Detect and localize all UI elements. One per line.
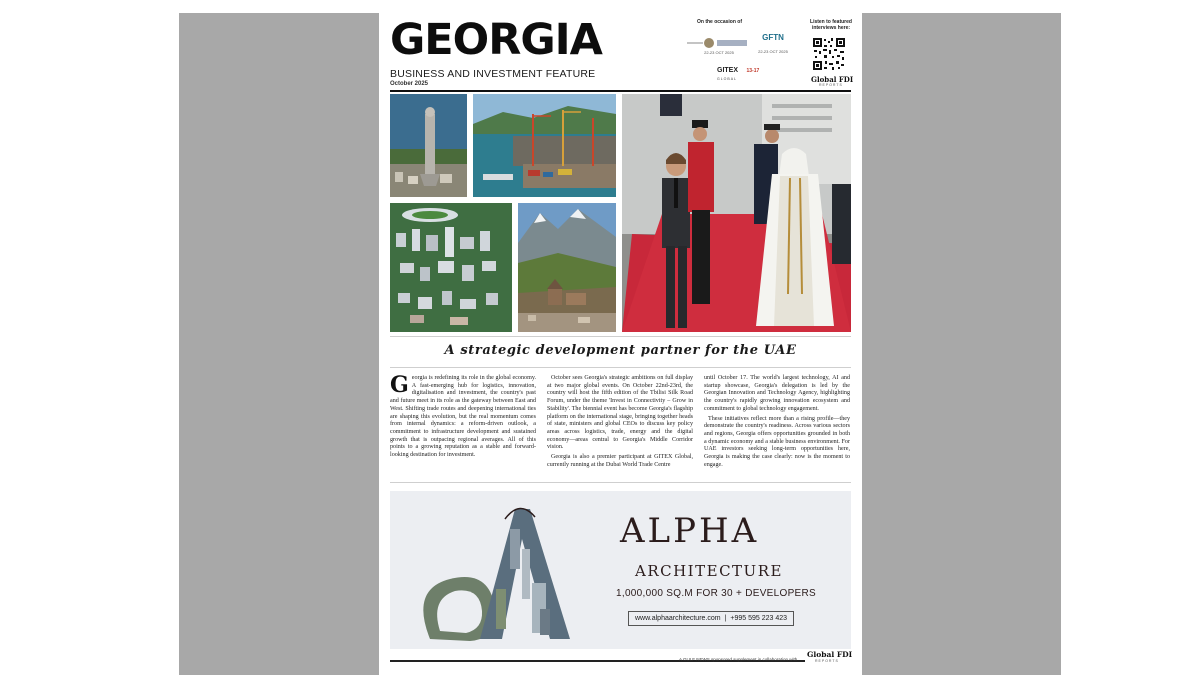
gftn-name: GFTN (762, 33, 784, 42)
gitex-sub: GLOBAL (717, 77, 738, 81)
left-gray-margin (179, 13, 379, 675)
photo-port-cranes (473, 94, 616, 197)
advert-website[interactable]: www.alphaarchitecture.com (635, 615, 721, 622)
col1-paragraph-1: eorgia is redefining its role in the global economy. A fast-emerging hub for logistics, innovation, digitalisation and investment, the country's past and future meet in its role as the gateway between East and West. Shifting trade routes and deepening international ties are shaping this evolution, but the real momentum comes from internal dynamics: a reform-driven outlook, a commitment to infrastructure development and sustained growth that is outpacing regional averages. All of this points to a growing reputation as a stable and forward-looking destination for investment. (390, 375, 536, 459)
masthead-subtitle: BUSINESS AND INVESTMENT FEATURE (390, 68, 596, 80)
drop-cap: G (390, 372, 409, 398)
event-b-date: 22-23 OCT 2025 (758, 49, 788, 54)
newspaper-page (379, 13, 862, 675)
gitex-logo (717, 59, 773, 81)
col3-paragraph-1: until October 17. The world's largest technology, AI and startup showcase, Georgia's delegation is led by the Georgian Innovation and Technology Agency, highlighting the country's rapidly growing innovation ecosystem and commitment to global technology engagement. (704, 375, 850, 412)
article-column-1 (390, 372, 536, 462)
alpha-architecture-advert[interactable] (390, 491, 851, 649)
alpha-logo-art (410, 499, 600, 644)
publisher-sub-top: REPORTS (819, 83, 843, 87)
col3-paragraph-2: These initiatives reflect more than a rising profile—they demonstrate the country's readiness. Across various sectors and regions, Georgia offers opportunities grounded in both a dynamic economy and a stable business environment. For UAE investors seeking long-term opportunities here, Georgia is making the case clearly: now is the moment to engage. (704, 415, 850, 468)
masthead-rule (390, 90, 851, 92)
photo-mother-of-georgia-statue (390, 94, 467, 197)
article-column-2 (547, 375, 693, 471)
gftn-logo (753, 33, 793, 57)
advert-contact-box[interactable] (628, 611, 794, 626)
advert-brand: ALPHA (620, 511, 760, 551)
advert-separator: | (724, 615, 727, 622)
advert-brand-sub: ARCHITECTURE (635, 562, 783, 580)
advert-tagline: 1,000,000 SQ.M FOR 30 + DEVELOPERS (616, 588, 817, 599)
publisher-sub-bottom: REPORTS (815, 659, 839, 663)
listen-label: Listen to featured interviews here: (810, 19, 852, 31)
article-headline: A strategic development partner for the UAE (444, 343, 797, 358)
silk-road-forum-logo (685, 33, 753, 57)
col2-paragraph-1: October sees Georgia's strategic ambitions on full display at two major global events. On October 22nd-23rd, the country will host the fifth edition of the Tbilisi Silk Road Forum, under the theme 'Invest in Connectivity – Grow in Stability'. The biennial event has become Georgia's flagship platform on the international stage, bringing together heads of state, ministers and global CEOs to discuss key policy areas across logistics, trade, energy and the digital economy—areas central to Georgia's Middle Corridor vision. (547, 375, 693, 451)
article-column-3 (704, 375, 850, 471)
event-a-date: 22-23 OCT 2025 (704, 50, 734, 55)
masthead-date: October 2025 (390, 81, 429, 87)
masthead-title: GEORGIA (390, 15, 602, 65)
photo-official-visit-red-carpet (622, 94, 851, 332)
advert-phone[interactable]: +995 595 223 423 (730, 615, 788, 622)
publisher-logo-bottom: Global FDI (807, 650, 853, 659)
occasion-label: On the occasion of (697, 19, 743, 25)
gitex-name: GITEX (717, 67, 739, 74)
footer-note: A GULF NEWS sponsored supplement in collaboration with (679, 657, 798, 662)
photo-city-stadium-aerial (390, 203, 512, 332)
photo-mountain-church (518, 203, 616, 332)
headline-bar (390, 336, 851, 368)
right-gray-margin (862, 13, 1061, 675)
gitex-date: 13-17 (746, 68, 760, 74)
col2-paragraph-2: Georgia is also a premier participant at GITEX Global, currently running at the Dubai World Trade Centre (547, 454, 693, 468)
publisher-logo-top: Global FDI (811, 75, 854, 84)
article-bottom-rule (390, 482, 851, 483)
qr-code[interactable] (812, 37, 846, 71)
